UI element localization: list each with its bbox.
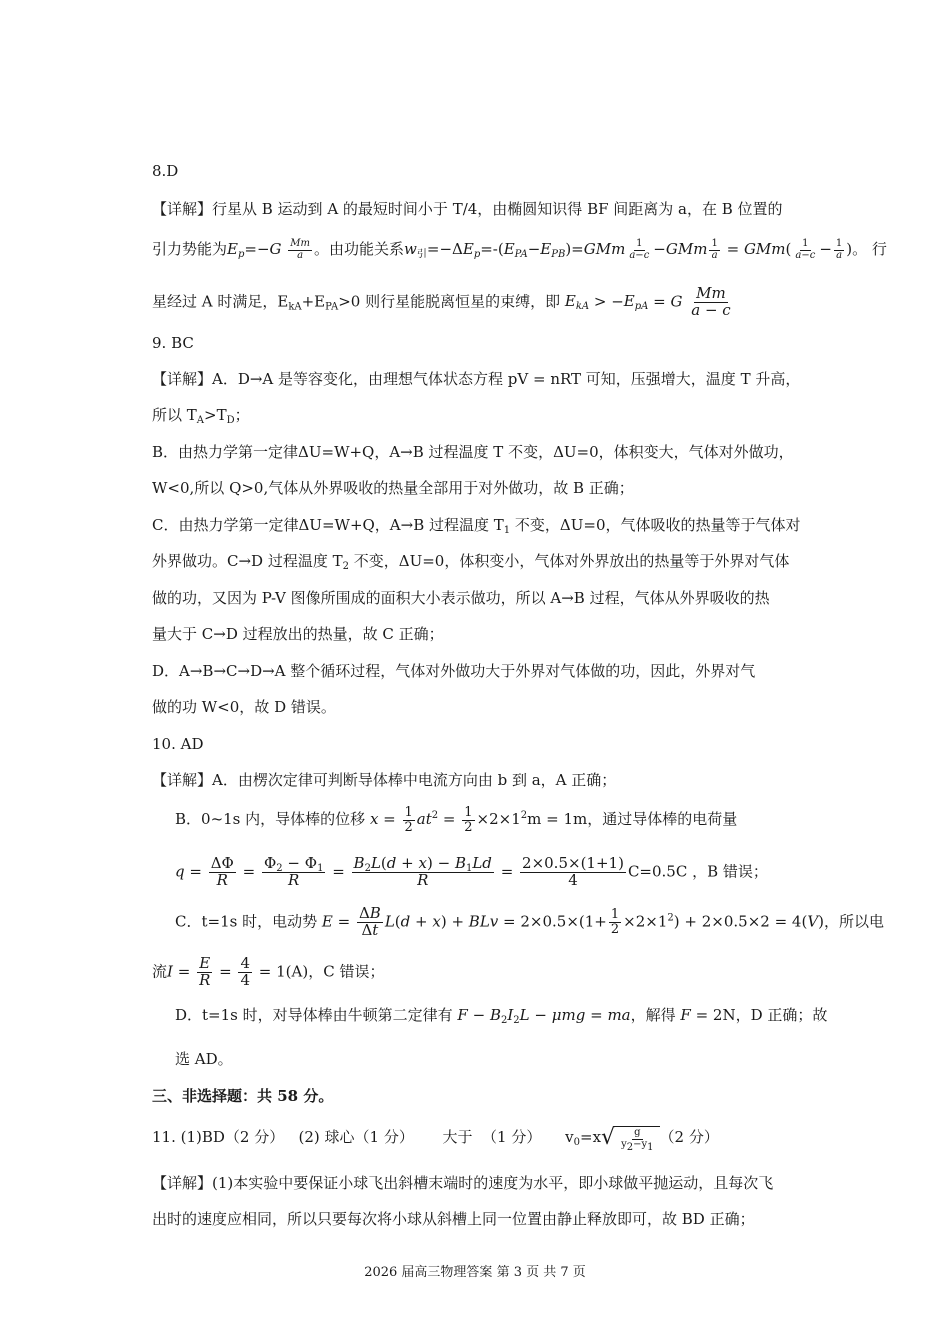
q9-detail-c1: C．由热力学第一定律ΔU=W+Q，A→B 过程温度 $T_1$ 不变，ΔU=0，气体吸收的热量等于气体对 [152,516,801,536]
q10-detail-a1: 【详解】A．由楞次定律可判断导体棒中电流方向由 b 到 a，A 正确； [152,771,617,789]
q9-text: 不变，ΔU=0，气体吸收的热量等于气体对 [510,516,801,534]
q9-text: 所以 T [152,406,197,424]
q9-detail-b1: B．由热力学第一定律ΔU=W+Q，A→B 过程温度 T 不变，ΔU=0，体积变大，气体对外做功， [152,443,794,461]
q9-text: 不变，ΔU=0，体积变小，气体对外界放出的热量等于外界对气体 [349,552,790,570]
formula-fraction: $\frac{2\times 0.5\times(1+1)}{4}$ [522,854,624,889]
q11-answer: 11. (1)BD（2 分） (2) 球心（1 分） 大于 （1 分） $v_0=x$ √ $\frac{g}{y_2-y_1}$ （2 分） [152,1125,719,1153]
q10-text: ，所以电 [824,912,885,931]
formula-fraction: $\frac{1}{2}$ [610,907,620,937]
q8-text: 。 行 [852,240,887,258]
formula-fraction: $\frac{\Delta B}{\Delta t}$ [358,904,381,939]
formula-fraction: $\frac{1}{2}$ [464,805,473,835]
q11-text: 11. (1)BD（2 分） (2) 球心（1 分） 大于 （1 分） v [152,1128,574,1146]
formula-fraction: $\frac{B_2L(d + x) - B_1Ld}{R}$ [353,854,492,889]
section-heading: 三、非选择题：共 58 分。 [152,1087,334,1105]
q10-text: D．t=1s 时，对导体棒由牛顿第二定律有 [175,1006,453,1024]
q8-text: 引力势能为 [152,240,228,258]
q10-text: ，D 正确；故 [735,1006,828,1024]
q9-answer: 9. BC [152,334,194,352]
q9-detail-c4: 量大于 C→D 过程放出的热量，故 C 正确； [152,625,444,643]
formula-fraction: $\frac{g}{y_2-y_1}$ [621,1127,654,1153]
q10-detail-d1: D．t=1s 时，对导体棒由牛顿第二定律有 $F - B_2I_2L - \mu mg$ = ma，解得 F = 2N，D 正确；故 [175,1006,828,1026]
q8-text: 星经过 A 时满足， [152,292,278,311]
q9-detail-c3: 做的功，又因为 P-V 图像所围成的面积大小表示做功，所以 A→B 过程，气体从外界吸收的热 [152,589,770,607]
formula-fraction: $\frac{1}{a-c}$ [629,238,650,261]
q9-text: 外界做功。C→D 过程温度 T [152,552,343,570]
formula-fraction: $\frac{1}{2}$ [404,805,413,835]
q10-detail-c2: 流I = $\frac{E}{R}$ = $\frac{4}{4}$ = 1(A)，C 错误； [152,954,385,989]
q10-detail-b1: B．0~1s 内，导体棒的位移 x = $\frac{1}{2}$ $at^2$ = $\frac{1}{2}$ $\times 2\times 1^2m = 1m$，通过导体棒的电荷量 [175,805,738,835]
q10-text: ，解得 [630,1006,676,1024]
sqrt-formula: √ $\frac{g}{y_2-y_1}$ [601,1126,659,1150]
page-footer: 2026 届高三物理答案 第 3 页 共 7 页 [364,1265,586,1280]
q9-detail-b2: W<0,所以 Q>0,气体从外界吸收的热量全部用于对外做功，故 B 正确； [152,479,634,497]
q10-text: C．t=1s 时，电动势 [175,912,318,931]
q10-text: ，通过导体棒的电荷量 [587,810,738,829]
q8-answer: 8.D [152,162,179,180]
q10-text: B．0~1s 内，导体棒的位移 [175,810,366,829]
formula-fraction: $\frac{Mm}{a - c}$ [691,284,731,319]
formula-fraction: $\frac{4}{4}$ [240,954,251,989]
q9-detail-a2: 所以 $T_A>T_D$； [152,406,250,426]
q10-detail-b2: q = $\frac{\Delta\Phi}{R}$ = $\frac{\Phi_2 - \Phi_1}{R}$ = $\frac{B_2L(d + x) - B_1Ld}{R}$ = $\frac{2\times 0.5\times(1+1)}{4}$ C=0.5C ，B 错误； [175,854,768,889]
q9-detail-a1: 【详解】A．D→A 是等容变化，由理想气体状态方程 pV = nRT 可知，压强增大，温度 T 升高， [152,370,801,388]
q9-detail-d2: 做的功 W<0，故 D 错误。 [152,698,336,716]
formula-fraction: $\frac{E}{R}$ [199,954,211,989]
formula-fraction: $\frac{Mm}{a}$ [290,238,311,261]
formula-fraction: $\frac{1}{a}$ [711,238,718,261]
formula-fraction: $\frac{1}{a}$ [835,238,843,261]
q9-detail-d1: D．A→B→C→D→A 整个循环过程，气体对外做功大于外界对气体做的功，因此，外界对气 [152,662,756,680]
q11-detail-line2: 出时的速度应相同，所以只要每次将小球从斜槽上同一位置由静止释放即可，故 BD 正确； [152,1210,755,1228]
q10-text: ，C 错误； [308,962,385,981]
formula-fraction: $\frac{\Delta\Phi}{R}$ [210,854,234,889]
q8-detail-line1: 【详解】行星从 B 运动到 A 的最短时间小于 T/4，由椭圆知识得 BF 间距离为 a，在 B 位置的 [152,200,783,218]
formula-fraction: $\frac{\Phi_2 - \Phi_1}{R}$ [263,854,324,889]
q11-detail-line1: 【详解】(1)本实验中要保证小球飞出斜槽末端时的速度为水平，即小球做平抛运动，且每次飞 [152,1174,774,1192]
q10-detail-c1: C．t=1s 时，电动势 E = $\frac{\Delta B}{\Delta t}$ L(d + x) + BLv = 2×0.5×(1+ $\frac{1}{2}$ $\times 2\times 1^2) + 2\times 0.5\times 2 = 4(V)$，所以电 [175,904,885,939]
q10-detail-d2: 选 AD。 [175,1050,233,1068]
q8-detail-line2: 引力势能为$E_p=-G$ $\frac{Mm}{a}$ 。由功能关系$w_引=-\Delta E_p=-(E_{PA}-E_{PB})=GMm$ $\frac{1}{a-c}$ −GMm $\frac{1}{a}$ = GMm( $\frac{1}{a-c}$ − $\frac{1}{a}$ )。 行 [152,238,887,261]
q8-detail-line3: 星经过 A 时满足，$E_{kA}+E_{PA}>0$ 则行星能脱离恒星的束缚，即 $E_{kA} > -E_{pA} = G$ $\frac{Mm}{a - c}$ [152,284,731,319]
q8-text: 。由功能关系 [314,240,405,258]
q10-text: C=0.5C ，B 错误； [627,862,768,881]
q10-text: 流 [152,962,168,981]
q9-detail-c2: 外界做功。C→D 过程温度 $T_2$ 不变，ΔU=0，体积变小，气体对外界放出的热量等于外界对气体 [152,552,790,572]
formula-fraction: $\frac{1}{a-c}$ [795,238,816,261]
q8-text: 则行星能脱离恒星的束缚，即 [365,292,565,311]
q10-answer: 10. AD [152,735,204,753]
q11-text: （2 分） [659,1128,719,1146]
q9-text: C．由热力学第一定律ΔU=W+Q，A→B 过程温度 T [152,516,504,534]
